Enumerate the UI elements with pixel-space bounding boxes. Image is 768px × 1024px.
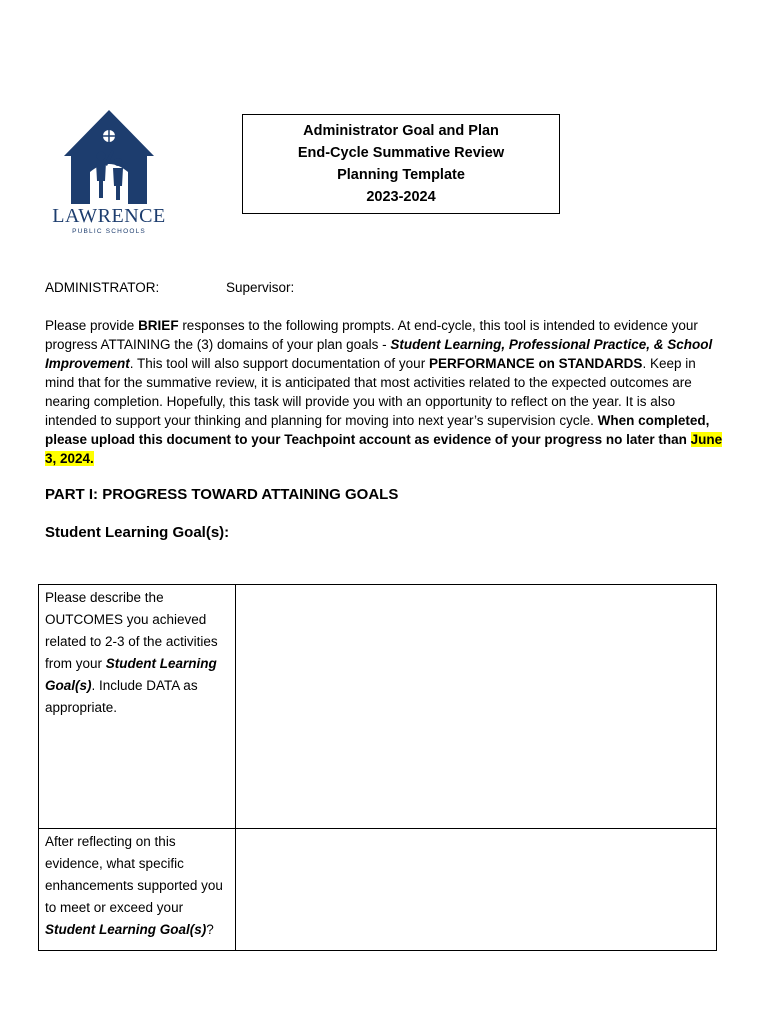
outcomes-prompt-cell: [39, 585, 236, 829]
intro-text-4: . Keep in mind that for the summative review, it is anticipated that most activities related to the expected outcomes are nearing completion. Hopefully, this task will provide you with an opportunity to reflect on the year. It is also intended to support your thinking and planning for moving into next year’s supervision cycle.: [45, 356, 696, 428]
prompt-text: After reflecting on this evidence, what specific enhancements supported you to meet or exceed your: [45, 834, 223, 915]
prompt-text-end: ?: [206, 922, 214, 937]
prompt-goal-emphasis: Student Learning Goal(s): [45, 922, 207, 937]
logo-wordmark: LAWRENCE: [52, 205, 166, 227]
intro-brief: BRIEF: [138, 318, 179, 333]
part-heading: PART I: PROGRESS TOWARD ATTAINING GOALS: [45, 486, 399, 503]
enhancements-response-cell[interactable]: [236, 829, 717, 951]
intro-text-3: . This tool will also support documentation of your: [129, 356, 429, 371]
prompt-goal-emphasis: Student Learning Goal(s): [45, 656, 217, 693]
goals-table: [38, 584, 717, 951]
document-title-box: [242, 114, 560, 214]
supervisor-label: Supervisor:: [226, 280, 295, 295]
outcomes-response-cell[interactable]: [236, 585, 717, 829]
logo-subwordmark: PUBLIC SCHOOLS: [72, 228, 146, 235]
title-line-3: Planning Template: [337, 167, 465, 183]
prompt-text-end: . Include DATA as appropriate.: [45, 678, 198, 715]
intro-goal-domains: Student Learning, Professional Practice, & School Improvement: [45, 337, 713, 371]
intro-text-2: responses to the following prompts. At end-cycle, this tool is intended to evidence your progress ATTAINING the (3) domains of your plan goals -: [45, 318, 698, 352]
section-heading: Student Learning Goal(s):: [45, 524, 230, 541]
enhancements-prompt-cell: [39, 829, 236, 951]
intro-performance-standards: PERFORMANCE on STANDARDS: [428, 356, 643, 371]
prompt-text: Please describe the OUTCOMES you achieved related to 2-3 of the activities from your: [45, 590, 218, 671]
intro-text-1: Please provide: [45, 318, 139, 333]
title-line-2: End-Cycle Summative Review: [297, 145, 505, 161]
instructions-paragraph: [45, 316, 725, 468]
title-year: 2023-2024: [366, 189, 436, 205]
intro-upload-instruction: When completed, please upload this document to your Teachpoint account as evidence of your progress no later than: [45, 413, 710, 447]
title-line-1: Administrator Goal and Plan: [303, 123, 499, 139]
deadline-highlight: June 3, 2024.: [45, 432, 723, 466]
house-children-icon: [46, 106, 172, 206]
table-row: [39, 585, 717, 829]
administrator-label: ADMINISTRATOR:: [45, 280, 160, 295]
district-logo: [46, 106, 172, 240]
table-row: [39, 829, 717, 951]
